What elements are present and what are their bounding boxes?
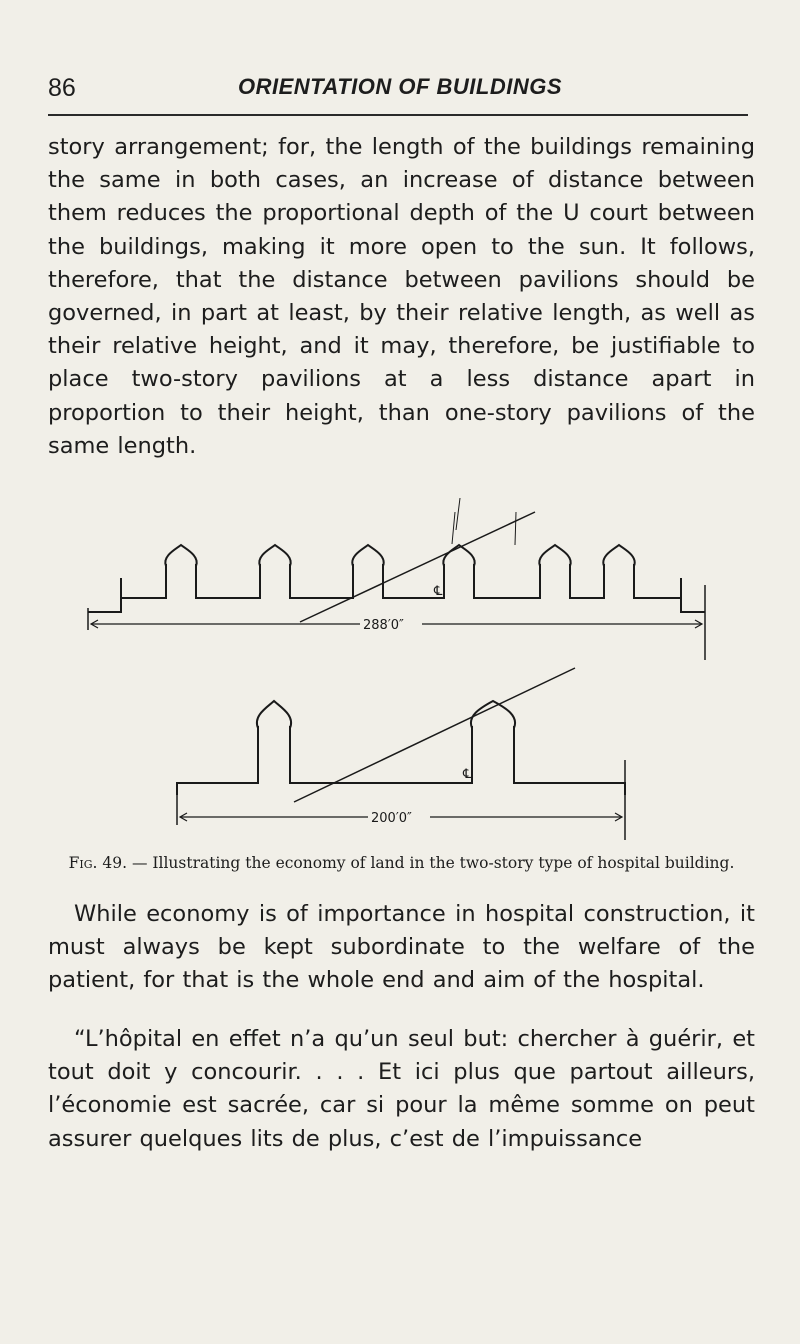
paragraph-3-text: “L’hôpital en effet n’a qu’un seul but: chercher à guérir, et tout doit y concourir. . . . Et ici plus que partout ailleurs, l’économie est sacrée, car si pour la même somme on peut assurer quelques lits de plus, c’est de l’impuissance bbox=[48, 1026, 755, 1152]
paragraph-2-text: While economy is of importance in hospital construction, it must always be kept subordinate to the welfare of the patient, for that is the whole end and aim of the hospital. bbox=[48, 901, 755, 994]
one-story-pavilions-diagram bbox=[88, 498, 705, 660]
paragraph-1: story arrangement; for, the length of the buildings remaining the same in both cases, an increase of distance between them reduces the proportional depth of the U court between the buildings, making it more open to the sun. It follows, therefore, that the distance between pavilions should be governed, in part at least, by their relative length, as well as their relative height, and it may, therefore, be justifiable to place two-story pavilions at a less distance apart in proportion to their height, than one-story pavilions of the same length. bbox=[48, 134, 755, 459]
bottom-dimension-label: 200′0″ bbox=[371, 811, 412, 826]
figure-caption-text: — Illustrating the economy of land in the two-story type of hospital building. bbox=[131, 854, 735, 872]
paragraph-3-quotation bbox=[48, 1023, 755, 1156]
top-dimension-label: 288′0″ bbox=[363, 618, 404, 633]
top-centerline-mark: ℄ bbox=[434, 584, 443, 599]
figure-label: Fig. 49. bbox=[68, 854, 128, 872]
running-title: ORIENTATION OF BUILDINGS bbox=[237, 74, 563, 99]
two-story-pavilions-diagram bbox=[177, 668, 625, 840]
bottom-centerline-mark: ℄ bbox=[463, 767, 472, 782]
paragraph-2 bbox=[48, 898, 755, 998]
page-number: 86 bbox=[48, 74, 76, 102]
figure-caption bbox=[48, 852, 755, 874]
